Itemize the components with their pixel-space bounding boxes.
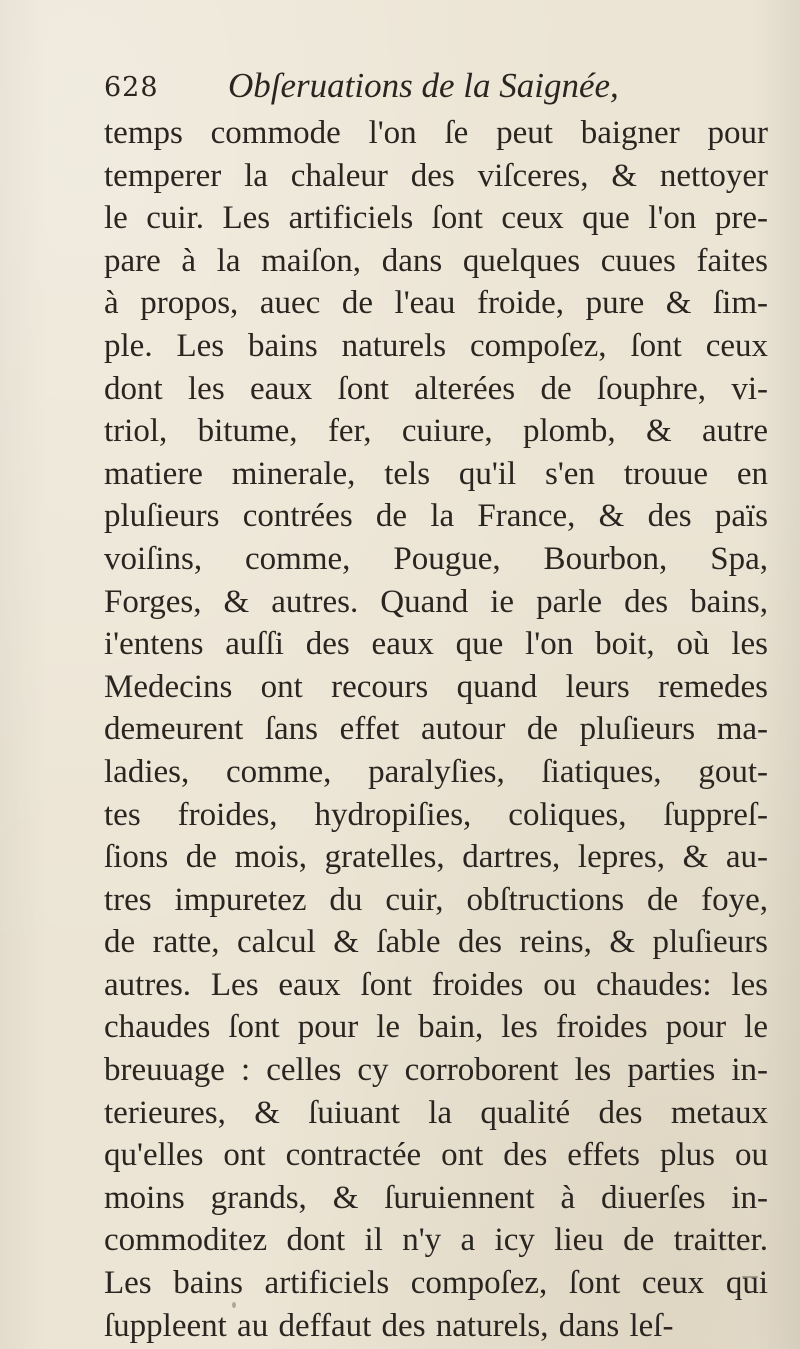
text-line: le cuir. Les artificiels ſont ceux que l'on pre- [104,200,768,237]
text-line: commoditez dont il n'y a icy lieu de traitter. [104,1222,768,1259]
page-number: 628 [104,72,159,103]
text-line: chaudes ſont pour le bain, les froides pour le [104,1009,768,1046]
paper-speck [470,1328,472,1336]
text-line: ple. Les bains naturels compoſez, ſont ceux [104,327,768,364]
body-text [104,112,768,1347]
text-line: Forges, & autres. Quand ie parle des bains, [104,583,768,620]
text-line: ſions de mois, gratelles, dartres, lepres, & au- [104,839,768,876]
text-line: pluſieurs contrées de la France, & des païs [104,498,768,535]
text-line: qu'elles ont contractée ont des effets plus ou [104,1137,768,1174]
paper-speck [742,1276,758,1278]
text-line: i'entens auſſi des eaux que l'on boit, où les [104,626,768,663]
text-line: triol, bitume, fer, cuiure, plomb, & autre [104,413,768,450]
paper-speck [232,1302,236,1308]
text-line: pare à la maiſon, dans quelques cuues faites [104,242,768,279]
text-line: ſuppleent au deffaut des naturels, dans leſ- [104,1307,674,1344]
text-line: matiere minerale, tels qu'il s'en trouue en [104,455,768,492]
text-line: tres impuretez du cuir, obſtructions de foye, [104,881,768,918]
running-head: Obſeruations de la Saignée, [228,66,619,105]
text-line: dont les eaux ſont alterées de ſouphre, vi- [104,370,768,407]
text-line: breuuage : celles cy corroborent les parties in- [104,1052,768,1089]
text-line: Medecins ont recours quand leurs remedes [104,668,768,705]
text-line: temperer la chaleur des viſceres, & nettoyer [104,157,768,194]
text-line: moins grands, & ſuruiennent à diuerſes in- [104,1179,768,1216]
page-header [104,66,664,114]
text-line: terieures, & ſuiuant la qualité des metaux [104,1094,768,1131]
text-line: temps commode l'on ſe peut baigner pour [104,115,768,151]
text-line: demeurent ſans effet autour de pluſieurs ma- [104,711,768,748]
text-line: ladies, comme, paralyſies, ſiatiques, gout- [104,753,768,790]
text-line: autres. Les eaux ſont froides ou chaudes: les [104,966,768,1003]
text-line: voiſins, comme, Pougue, Bourbon, Spa, [104,540,768,577]
text-line: de ratte, calcul & ſable des reins, & pluſieurs [104,924,768,961]
text-line: Les bains artificiels compoſez, ſont ceux qui [104,1265,768,1302]
text-line: tes froides, hydropiſies, coliques, ſuppreſ- [104,796,768,833]
text-line: à propos, auec de l'eau froide, pure & ſim- [104,285,768,322]
